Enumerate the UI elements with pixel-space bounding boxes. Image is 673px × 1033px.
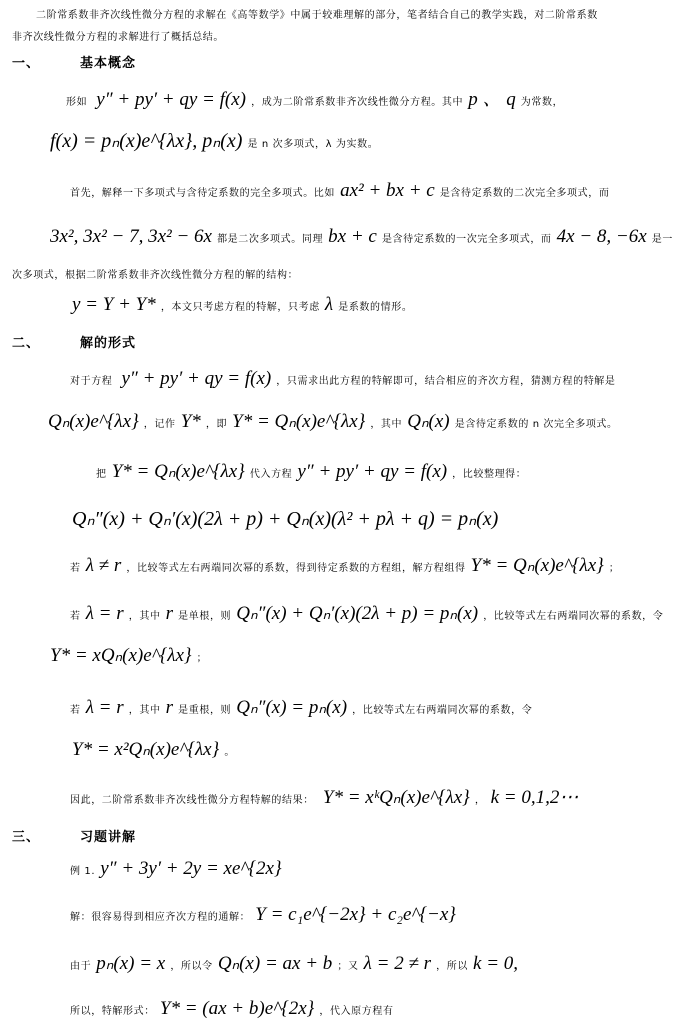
s2-c1-condition: λ ≠ r <box>85 555 122 576</box>
s2-conclusion-text: 因此，二阶常系数非齐次线性微分方程特解的结果： <box>70 795 314 806</box>
s2-conclusion-k: k = 0,1,2⋯ <box>490 787 579 808</box>
s2-c2-post: ，比较等式左右两端同次幂的系数，令 <box>483 611 664 622</box>
s2-p3-equation: Y* = Qₙ(x)e^{λx} <box>111 461 245 482</box>
s1-p6-post-2: 是系数的情形。 <box>338 302 413 313</box>
s3-l3-pre: 所以，特解形式： <box>70 1006 155 1017</box>
s1-p4-equation-3: 4x − 8, −6x <box>556 226 647 247</box>
s2-p1-pre: 对于方程 <box>70 376 113 387</box>
section-2-title: 解的形式 <box>80 336 137 351</box>
s3-l2-a: ，所以令 <box>170 961 213 972</box>
s3-l2-b: ；又 <box>337 961 359 972</box>
intro-line-1: 二阶常系数非齐次线性微分方程的求解在《高等数学》中属于较难理解的部分，笔者结合自己的教学实践，对二阶常系数 <box>36 10 598 21</box>
s2-p2-b: ，即 <box>205 419 228 430</box>
s1-p3-pre: 首先，解释一下多项式与含待定系数的完全多项式。比如 <box>70 188 335 199</box>
section-2-number: 二、 <box>12 336 41 351</box>
s3-l2-pre: 由于 <box>70 961 92 972</box>
s1-p3-equation: ax² + bx + c <box>340 180 435 201</box>
s2-c3-mid-2: 是重根，则 <box>178 705 232 716</box>
s1-p2-post: 是 n 次多项式，λ 为实数。 <box>247 139 379 150</box>
s2-c3-pre: 若 <box>70 705 81 716</box>
s1-paragraph-2 <box>50 128 378 153</box>
s2-c2-mid-2: 是单根，则 <box>178 611 232 622</box>
s1-p1-pre: 形如 <box>66 97 88 108</box>
section-1-title: 基本概念 <box>80 56 137 71</box>
s3-l2-equation-3: λ = 2 ≠ r <box>363 953 432 974</box>
s3-l3-post: ，代入原方程有 <box>319 1006 394 1017</box>
s3-example-1 <box>70 858 282 880</box>
s1-p6-lambda: λ <box>324 294 334 315</box>
s2-p2-a: ，记作 <box>143 419 176 430</box>
s2-p1-post: ，只需求出此方程的特解即可，结合相应的齐次方程，猜测方程的特解是 <box>276 376 616 387</box>
s3-example-label: 例 1. <box>70 866 96 877</box>
s2-paragraph-1 <box>70 368 616 390</box>
s2-c2-mid: ，其中 <box>128 611 161 622</box>
s2-conclusion-equation: Y* = xᵏQₙ(x)e^{λx} <box>322 787 470 808</box>
s1-paragraph-5: 次多项式，根据二阶常系数非齐次线性微分方程的解的结构： <box>12 270 299 281</box>
s2-c1-pre: 若 <box>70 563 81 574</box>
s2-p2-d: 是含待定系数的 n 次完全多项式。 <box>454 419 618 430</box>
s2-p4-equation: Qₙ″(x) + Qₙ′(x)(2λ + p) + Qₙ(x)(λ² + pλ + q) = pₙ(x) <box>72 508 499 530</box>
s2-p2-equation-2: Y* <box>180 411 201 432</box>
s3-l2-equation-4: k = 0, <box>473 953 519 974</box>
s2-p2-equation-4: Qₙ(x) <box>407 411 450 432</box>
s1-p4-post: 是一 <box>651 234 673 245</box>
s2-conclusion <box>70 786 578 809</box>
s2-c2-pre: 若 <box>70 611 81 622</box>
s3-solution-equation: Y = c₁e^{−2x} + c₂e^{−x} <box>255 904 456 925</box>
s1-paragraph-1 <box>66 84 563 111</box>
s2-p3-pre: 把 <box>96 469 107 480</box>
s1-p4-mid: 都是二次多项式。同理 <box>217 234 324 245</box>
section-3-number: 三、 <box>12 830 41 845</box>
s2-case-2-result <box>50 644 207 667</box>
s2-p2-c: ，其中 <box>370 419 403 430</box>
s2-c2-r: r <box>165 603 174 624</box>
section-1-number: 一、 <box>12 56 41 71</box>
s1-paragraph-3 <box>70 180 609 202</box>
s2-c3-mid: ，其中 <box>128 705 161 716</box>
s2-p3-post: ，比较整理得： <box>452 469 527 480</box>
section-3-title: 习题讲解 <box>80 830 137 845</box>
s1-p1-post: 为常数， <box>520 97 564 108</box>
s2-p1-equation: y″ + py′ + qy = f(x) <box>121 368 272 389</box>
s3-l2-c: ，所以 <box>436 961 468 972</box>
s3-example-equation: y″ + 3y′ + 2y = xe^{2x} <box>100 858 282 879</box>
s1-p6-equation: y = Y + Y* <box>72 294 156 315</box>
s2-paragraph-2 <box>48 410 618 433</box>
s2-paragraph-3 <box>96 460 526 483</box>
s1-p4-equation-2: bx + c <box>328 226 377 247</box>
s3-l2-equation-2: Qₙ(x) = ax + b <box>217 953 333 974</box>
s1-paragraph-6 <box>72 294 412 316</box>
s1-paragraph-4 <box>50 226 673 248</box>
s2-c3-condition: λ = r <box>85 697 124 718</box>
s2-case-3-result <box>72 738 235 761</box>
s1-p4-equation: 3x², 3x² − 7, 3x² − 6x <box>50 226 212 247</box>
s3-line-2 <box>70 952 518 975</box>
s3-solution-1 <box>70 904 456 926</box>
s2-c3-post: ，比较等式左右两端同次幂的系数，令 <box>352 705 533 716</box>
s2-conclusion-comma: ， <box>474 795 486 806</box>
s2-c1-post: ； <box>608 563 620 574</box>
s1-p1-pq: p 、 q <box>468 89 516 110</box>
s3-line-3 <box>70 998 394 1020</box>
s2-p2-equation: Qₙ(x)e^{λx} <box>48 411 139 432</box>
intro-line-2: 非齐次线性微分方程的求解进行了概括总结。 <box>12 32 224 43</box>
s1-p2-equation: f(x) = pₙ(x)e^{λx}, pₙ(x) <box>50 130 243 152</box>
s1-p1-equation: y″ + py′ + qy = f(x) <box>96 89 246 110</box>
s2-case-1 <box>70 554 619 577</box>
s2-c2-result: Y* = xQₙ(x)e^{λx} <box>50 645 192 666</box>
s2-p3-equation-2: y″ + py′ + qy = f(x) <box>297 461 448 482</box>
s2-c2-equation: Qₙ″(x) + Qₙ′(x)(2λ + p) = pₙ(x) <box>236 603 479 624</box>
s2-case-2 <box>70 602 663 625</box>
s2-paragraph-4 <box>72 506 498 531</box>
s1-p1-mid: ，成为二阶常系数非齐次线性微分方程。其中 <box>251 97 464 108</box>
s2-c3-r: r <box>165 697 174 718</box>
s2-p2-equation-3: Y* = Qₙ(x)e^{λx} <box>232 411 366 432</box>
s2-c3-end: 。 <box>224 747 235 758</box>
s2-c1-mid: ，比较等式左右两端同次幂的系数，得到待定系数的方程组，解方程组得 <box>126 563 466 574</box>
s1-p3-post: 是含待定系数的二次完全多项式，而 <box>439 188 610 199</box>
s1-p4-mid-2: 是含待定系数的一次完全多项式，而 <box>381 234 552 245</box>
s2-c3-equation: Qₙ″(x) = pₙ(x) <box>236 697 348 718</box>
s2-c1-equation: Y* = Qₙ(x)e^{λx} <box>470 555 604 576</box>
s2-case-3 <box>70 696 532 719</box>
s2-p3-mid: 代入方程 <box>249 469 293 480</box>
s2-c2-end: ； <box>196 653 208 664</box>
s3-l2-equation: pₙ(x) = x <box>96 953 166 974</box>
s2-c3-result: Y* = x²Qₙ(x)e^{λx} <box>72 739 220 760</box>
s3-solution-pre: 解：很容易得到相应齐次方程的通解： <box>70 912 251 923</box>
s3-l3-equation: Y* = (ax + b)e^{2x} <box>159 998 315 1019</box>
s2-c2-condition: λ = r <box>85 603 124 624</box>
s1-p6-post: ，本文只考虑方程的特解，只考虑 <box>160 302 320 313</box>
